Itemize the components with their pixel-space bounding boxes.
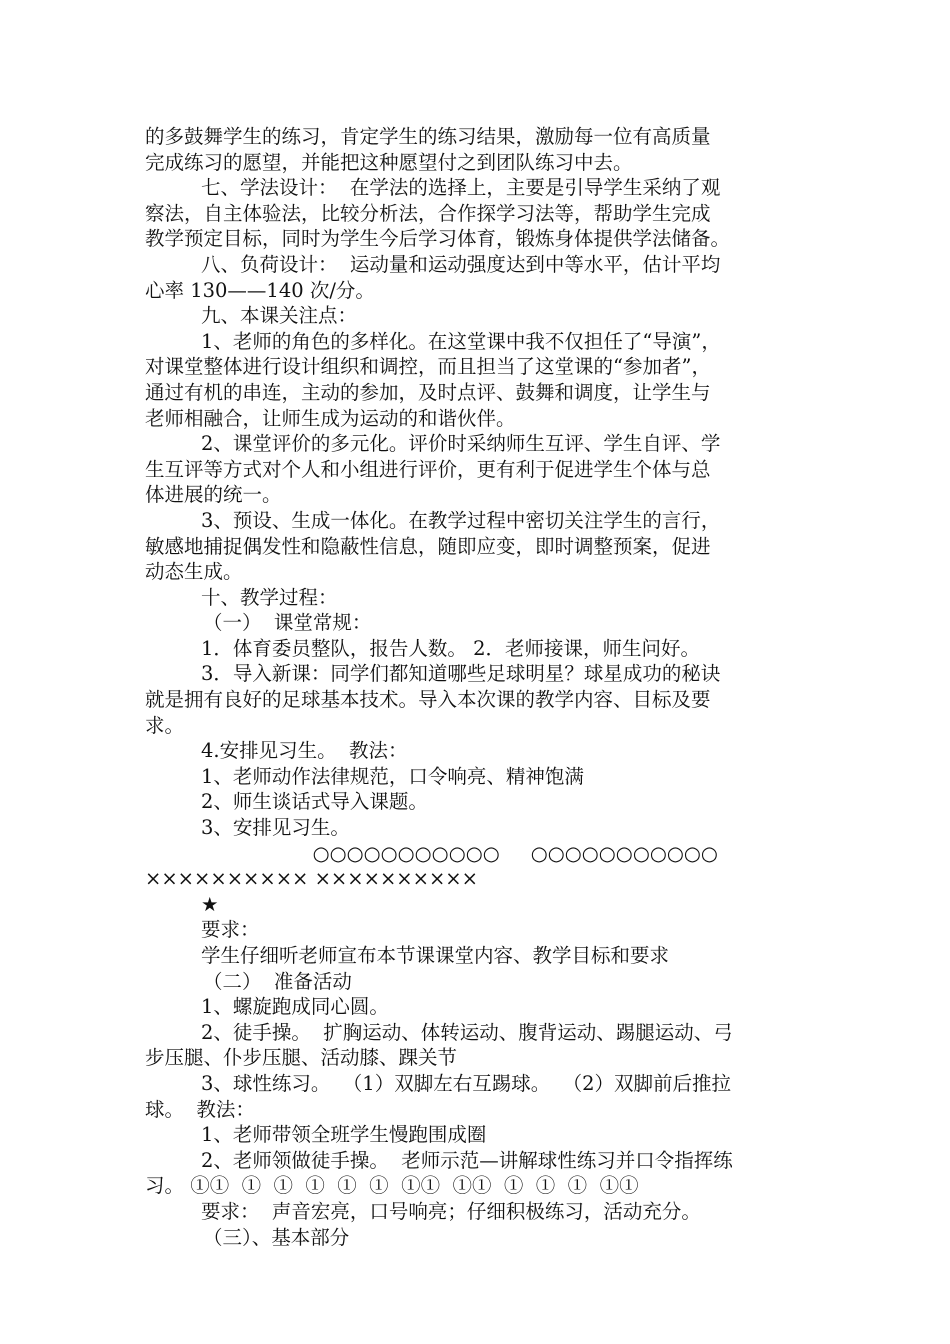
- teacher-star-icon: ★: [201, 892, 219, 916]
- text-line: 2、课堂评价的多元化。评价时采纳师生互评、学生自评、学: [201, 432, 721, 456]
- text-line: 察法，自主体验法，比较分析法，合作探学习法等，帮助学生完成: [145, 201, 711, 225]
- text-line: 步压腿、仆步压腿、活动膝、踝关节: [145, 1046, 458, 1070]
- text-line: 生互评等方式对个人和小组进行评价，更有利于促进学生个体与总: [145, 457, 711, 481]
- text-line: 要求： 声音宏亮，口号响亮；仔细积极练习，活动充分。: [201, 1199, 701, 1223]
- text-line: 就是拥有良好的足球基本技术。导入本次课的教学内容、目标及要: [145, 688, 711, 712]
- text-line: 的多鼓舞学生的练习，肯定学生的练习结果，激励每一位有高质量: [145, 125, 711, 148]
- subsection-heading-class-routine: （一） 课堂常规：: [203, 611, 372, 635]
- text-line: 体进展的统一。: [145, 483, 282, 507]
- formation-crosses-row: ×××××××××× ××××××××××: [145, 867, 478, 891]
- text-line: 4.安排见习生。 教法：: [201, 739, 408, 763]
- text-line: 3、预设、生成一体化。在教学过程中密切关注学生的言行，: [201, 508, 721, 532]
- formation-numbers-row: 习。 ①① ① ① ① ① ① ①① ①① ① ① ① ①①: [145, 1174, 639, 1198]
- text-line: 3．导入新课：同学们都知道哪些足球明星？球星成功的秘诀: [201, 662, 721, 686]
- text-line: 1．体育委员整队，报告人数。 2．老师接课，师生问好。: [201, 636, 701, 660]
- section-heading-teaching-process: 十、教学过程：: [201, 585, 338, 609]
- text-line: 2、徒手操。 扩胸运动、体转运动、腹背运动、踢腿运动、弓: [201, 1020, 733, 1044]
- text-line: 通过有机的串连，主动的参加，及时点评、鼓舞和调度，让学生与: [145, 380, 711, 404]
- subsection-heading-basic-part: （三）、基本部分: [203, 1225, 350, 1249]
- text-line: 心率 130——140 次/分。: [145, 278, 375, 302]
- text-line: 完成练习的愿望，并能把这种愿望付之到团队练习中去。: [145, 150, 633, 174]
- section-heading-load-design: 八、负荷设计： 运动量和运动强度达到中等水平，估计平均: [201, 252, 721, 276]
- subsection-heading-warmup: （二） 准备活动: [203, 969, 352, 993]
- text-line: 求。: [145, 713, 185, 737]
- section-heading-learning-method: 七、学法设计： 在学法的选择上，主要是引导学生采纳了观: [201, 176, 721, 200]
- text-line: 学生仔细听老师宣布本节课课堂内容、教学目标和要求: [201, 944, 670, 967]
- text-line: 敏感地捕捉偶发性和隐蔽性信息，随即应变，即时调整预案，促进: [145, 534, 711, 558]
- text-line: 要求：: [201, 918, 260, 942]
- text-line: 1、螺旋跑成同心圆。: [201, 995, 389, 1019]
- text-line: 对课堂整体进行设计组织和调控，而且担当了这堂课的“参加者”，: [145, 355, 711, 379]
- formation-circles-row: ○○○○○○○○○○○ ○○○○○○○○○○○: [201, 841, 718, 865]
- text-line: 球。 教法：: [145, 1097, 255, 1121]
- text-line: 2、老师领做徒手操。 老师示范—讲解球性练习并口令指挥练: [201, 1148, 733, 1172]
- text-line: 1、老师带领全班学生慢跑围成圈: [201, 1123, 487, 1147]
- document-page: [145, 124, 810, 1250]
- text-line: 2、师生谈话式导入课题。: [201, 790, 428, 814]
- section-heading-focus-points: 九、本课关注点：: [201, 304, 358, 328]
- text-line: 1、老师动作法律规范，口令响亮、精神饱满: [201, 764, 584, 788]
- text-line: 3、球性练习。 （1）双脚左右互踢球。 （2）双脚前后推拉: [201, 1071, 732, 1095]
- text-line: 动态生成。: [145, 560, 243, 584]
- text-line: 教学预定目标，同时为学生今后学习体育，锻炼身体提供学法储备。: [145, 227, 731, 251]
- text-line: 1、老师的角色的多样化。在这堂课中我不仅担任了“导演”，: [201, 329, 721, 353]
- text-line: 老师相融合，让师生成为运动的和谐伙伴。: [145, 406, 516, 430]
- text-line: 3、安排见习生。: [201, 816, 350, 840]
